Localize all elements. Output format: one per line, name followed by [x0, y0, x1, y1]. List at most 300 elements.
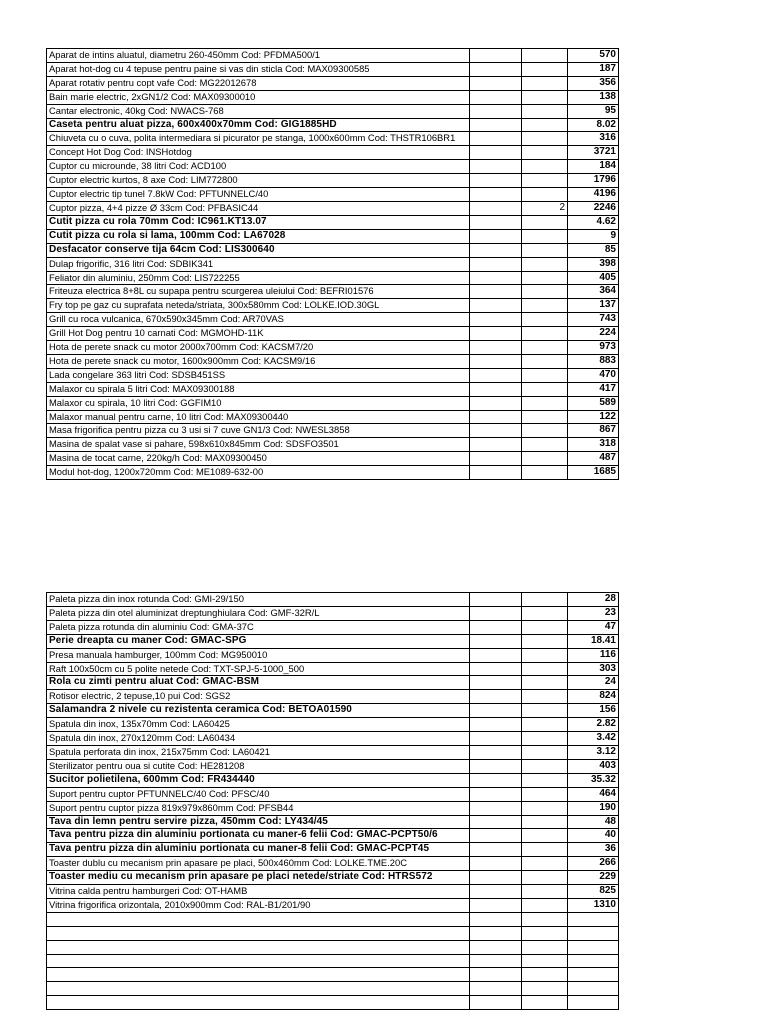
- price-cell: 47: [568, 620, 619, 634]
- quantity-cell: [522, 396, 568, 410]
- price-cell: 589: [568, 396, 619, 410]
- table-row: [47, 926, 619, 940]
- empty-cell: [470, 843, 522, 857]
- product-name-cell: Vitrina calda pentru hamburgeri Cod: OT-HAMB: [47, 885, 470, 899]
- table-row: [47, 215, 619, 229]
- product-name-cell: Presa manuala hamburger, 100mm Cod: MG950010: [47, 648, 470, 662]
- product-name-cell: Tava din lemn pentru servire pizza, 450mm Cod: LY434/45: [47, 815, 470, 829]
- product-name-cell: Paleta pizza rotunda din aluminiu Cod: GMA-37C: [47, 620, 470, 634]
- empty-cell: [470, 634, 522, 648]
- empty-cell: [470, 368, 522, 382]
- price-cell: 48: [568, 815, 619, 829]
- table-row: [47, 188, 619, 202]
- quantity-cell: [522, 76, 568, 90]
- empty-cell: [470, 354, 522, 368]
- table-row: [47, 954, 619, 968]
- price-table-bottom: [46, 592, 619, 1010]
- empty-cell: [470, 648, 522, 662]
- product-name-cell: Cutit pizza cu rola si lama, 100mm Cod: LA67028: [47, 229, 470, 243]
- empty-cell: [470, 229, 522, 243]
- quantity-cell: [522, 118, 568, 132]
- table-row: [47, 968, 619, 982]
- quantity-cell: [522, 90, 568, 104]
- quantity-cell: [522, 174, 568, 188]
- price-cell: 187: [568, 62, 619, 76]
- quantity-cell: [522, 898, 568, 912]
- empty-cell: [470, 313, 522, 327]
- price-cell: 266: [568, 857, 619, 871]
- table-row: [47, 996, 619, 1010]
- table-row: [47, 704, 619, 718]
- table-row: [47, 229, 619, 243]
- price-cell: 487: [568, 452, 619, 466]
- product-name-cell: [47, 968, 470, 982]
- empty-cell: [470, 606, 522, 620]
- product-name-cell: Vitrina frigorifica orizontala, 2010x900mm Cod: RAL-B1/201/90: [47, 898, 470, 912]
- product-name-cell: [47, 996, 470, 1010]
- empty-cell: [470, 299, 522, 313]
- quantity-cell: [522, 968, 568, 982]
- price-cell: 40: [568, 829, 619, 843]
- price-cell: 3.42: [568, 732, 619, 746]
- quantity-cell: [522, 160, 568, 174]
- quantity-cell: [522, 801, 568, 815]
- quantity-cell: [522, 229, 568, 243]
- empty-cell: [470, 396, 522, 410]
- empty-cell: [470, 676, 522, 690]
- price-cell: 883: [568, 354, 619, 368]
- price-cell: 1796: [568, 174, 619, 188]
- price-cell: 470: [568, 368, 619, 382]
- price-cell: 190: [568, 801, 619, 815]
- product-name-cell: Spatula perforata din inox, 215x75mm Cod: LA60421: [47, 745, 470, 759]
- empty-cell: [470, 452, 522, 466]
- product-name-cell: Perie dreapta cu maner Cod: GMAC-SPG: [47, 634, 470, 648]
- empty-cell: [470, 243, 522, 257]
- quantity-cell: [522, 704, 568, 718]
- quantity-cell: [522, 690, 568, 704]
- price-cell: 1310: [568, 898, 619, 912]
- table-row: [47, 620, 619, 634]
- product-name-cell: Desfacator conserve tija 64cm Cod: LIS300640: [47, 243, 470, 257]
- price-cell: 184: [568, 160, 619, 174]
- table-row: [47, 718, 619, 732]
- product-name-cell: Toaster mediu cu mecanism prin apasare pe placi netede/striate Cod: HTRS572: [47, 871, 470, 885]
- quantity-cell: [522, 982, 568, 996]
- price-cell: 356: [568, 76, 619, 90]
- table-row: [47, 843, 619, 857]
- product-name-cell: Cuptor electric tip tunel 7.8kW Cod: PFTUNNELC/40: [47, 188, 470, 202]
- empty-cell: [470, 49, 522, 63]
- price-cell: 138: [568, 90, 619, 104]
- price-cell: [568, 926, 619, 940]
- quantity-cell: [522, 382, 568, 396]
- product-name-cell: Malaxor cu spirala, 10 litri Cod: GGFIM10: [47, 396, 470, 410]
- table-row: [47, 982, 619, 996]
- price-cell: 3721: [568, 146, 619, 160]
- product-name-cell: Masa frigorifica pentru pizza cu 3 usi si 7 cuve GN1/3 Cod: NWESL3858: [47, 424, 470, 438]
- empty-cell: [470, 718, 522, 732]
- quantity-cell: [522, 759, 568, 773]
- table-row: [47, 424, 619, 438]
- product-name-cell: Aparat rotativ pentru copt vafe Cod: MG22012678: [47, 76, 470, 90]
- product-name-cell: [47, 982, 470, 996]
- price-cell: 464: [568, 787, 619, 801]
- product-name-cell: [47, 940, 470, 954]
- quantity-cell: [522, 215, 568, 229]
- product-name-cell: Tava pentru pizza din aluminiu portionata cu maner-8 felii Cod: GMAC-PCPT45: [47, 843, 470, 857]
- table-row: [47, 396, 619, 410]
- price-cell: [568, 982, 619, 996]
- empty-cell: [470, 90, 522, 104]
- quantity-cell: [522, 912, 568, 926]
- product-name-cell: Fry top pe gaz cu suprafata neteda/striata, 300x580mm Cod: LOLKE.IOD.30GL: [47, 299, 470, 313]
- product-name-cell: Aparat hot-dog cu 4 tepuse pentru paine si vas din sticla Cod: MAX09300585: [47, 62, 470, 76]
- price-cell: 743: [568, 313, 619, 327]
- quantity-cell: [522, 732, 568, 746]
- product-name-cell: Concept Hot Dog Cod: INSHotdog: [47, 146, 470, 160]
- empty-cell: [470, 787, 522, 801]
- empty-cell: [470, 257, 522, 271]
- quantity-cell: [522, 257, 568, 271]
- table-row: [47, 368, 619, 382]
- table-row: [47, 104, 619, 118]
- empty-cell: [470, 341, 522, 355]
- table-row: [47, 759, 619, 773]
- table-row: [47, 606, 619, 620]
- quantity-cell: 2: [522, 201, 568, 215]
- empty-cell: [470, 745, 522, 759]
- price-table-top-body: [47, 49, 619, 480]
- product-name-cell: Cantar electronic, 40kg Cod: NWACS-768: [47, 104, 470, 118]
- price-cell: 2.82: [568, 718, 619, 732]
- quantity-cell: [522, 606, 568, 620]
- empty-cell: [470, 662, 522, 676]
- price-cell: [568, 996, 619, 1010]
- price-cell: 825: [568, 885, 619, 899]
- table-row: [47, 885, 619, 899]
- table-row: [47, 912, 619, 926]
- product-name-cell: Sucitor polietilena, 600mm Cod: FR434440: [47, 773, 470, 787]
- product-name-cell: Grill Hot Dog pentru 10 carnati Cod: MGMOHD-11K: [47, 327, 470, 341]
- empty-cell: [470, 912, 522, 926]
- product-name-cell: Masina de tocat carne, 220kg/h Cod: MAX09300450: [47, 452, 470, 466]
- table-row: [47, 160, 619, 174]
- price-cell: 2246: [568, 201, 619, 215]
- product-name-cell: Paleta pizza din inox rotunda Cod: GMI-29/150: [47, 593, 470, 607]
- product-name-cell: Suport pentru cuptor pizza 819x979x860mm Cod: PFSB44: [47, 801, 470, 815]
- product-name-cell: Dulap frigorific, 316 litri Cod: SDBIK341: [47, 257, 470, 271]
- quantity-cell: [522, 452, 568, 466]
- price-cell: 1685: [568, 466, 619, 480]
- quantity-cell: [522, 410, 568, 424]
- empty-cell: [470, 438, 522, 452]
- price-cell: [568, 968, 619, 982]
- quantity-cell: [522, 857, 568, 871]
- table-row: [47, 313, 619, 327]
- empty-cell: [470, 327, 522, 341]
- price-cell: 824: [568, 690, 619, 704]
- table-row: [47, 871, 619, 885]
- product-name-cell: Bain marie electric, 2xGN1/2 Cod: MAX09300010: [47, 90, 470, 104]
- price-cell: 318: [568, 438, 619, 452]
- product-name-cell: Feliator din aluminiu, 250mm Cod: LIS722255: [47, 271, 470, 285]
- empty-cell: [470, 829, 522, 843]
- empty-cell: [470, 466, 522, 480]
- quantity-cell: [522, 354, 568, 368]
- product-name-cell: Salamandra 2 nivele cu rezistenta ceramica Cod: BETOA01590: [47, 704, 470, 718]
- quantity-cell: [522, 285, 568, 299]
- table-row: [47, 452, 619, 466]
- quantity-cell: [522, 773, 568, 787]
- empty-cell: [470, 857, 522, 871]
- quantity-cell: [522, 885, 568, 899]
- table-row: [47, 634, 619, 648]
- quantity-cell: [522, 940, 568, 954]
- table-row: [47, 49, 619, 63]
- product-name-cell: Aparat de intins aluatul, diametru 260-450mm Cod: PFDMA500/1: [47, 49, 470, 63]
- empty-cell: [470, 160, 522, 174]
- table-row: [47, 690, 619, 704]
- quantity-cell: [522, 271, 568, 285]
- price-cell: 116: [568, 648, 619, 662]
- price-cell: 403: [568, 759, 619, 773]
- empty-cell: [470, 382, 522, 396]
- empty-cell: [470, 215, 522, 229]
- product-name-cell: Cuptor electric kurtos, 8 axe Cod: LIM772800: [47, 174, 470, 188]
- quantity-cell: [522, 243, 568, 257]
- price-cell: [568, 954, 619, 968]
- price-table-top: [46, 48, 619, 480]
- product-name-cell: [47, 954, 470, 968]
- table-row: [47, 62, 619, 76]
- product-name-cell: Spatula din inox, 135x70mm Cod: LA60425: [47, 718, 470, 732]
- product-name-cell: Cutit pizza cu rola 70mm Cod: IC961.KT13.07: [47, 215, 470, 229]
- table-row: [47, 174, 619, 188]
- quantity-cell: [522, 466, 568, 480]
- quantity-cell: [522, 620, 568, 634]
- quantity-cell: [522, 871, 568, 885]
- product-name-cell: [47, 926, 470, 940]
- quantity-cell: [522, 132, 568, 146]
- price-cell: 36: [568, 843, 619, 857]
- quantity-cell: [522, 634, 568, 648]
- empty-cell: [470, 271, 522, 285]
- product-name-cell: Cuptor pizza, 4+4 pizze Ø 33cm Cod: PFBASIC44: [47, 201, 470, 215]
- table-row: [47, 898, 619, 912]
- price-cell: 570: [568, 49, 619, 63]
- price-cell: 224: [568, 327, 619, 341]
- quantity-cell: [522, 648, 568, 662]
- table-row: [47, 327, 619, 341]
- price-cell: 28: [568, 593, 619, 607]
- table-row: [47, 857, 619, 871]
- price-cell: 85: [568, 243, 619, 257]
- quantity-cell: [522, 104, 568, 118]
- table-row: [47, 829, 619, 843]
- quantity-cell: [522, 745, 568, 759]
- price-cell: 18.41: [568, 634, 619, 648]
- price-cell: 405: [568, 271, 619, 285]
- quantity-cell: [522, 926, 568, 940]
- quantity-cell: [522, 368, 568, 382]
- product-name-cell: Malaxor cu spirala 5 litri Cod: MAX09300188: [47, 382, 470, 396]
- quantity-cell: [522, 341, 568, 355]
- quantity-cell: [522, 299, 568, 313]
- price-cell: 122: [568, 410, 619, 424]
- price-cell: 973: [568, 341, 619, 355]
- product-name-cell: Hota de perete snack cu motor 2000x700mm Cod: KACSM7/20: [47, 341, 470, 355]
- quantity-cell: [522, 787, 568, 801]
- empty-cell: [470, 410, 522, 424]
- table-row: [47, 410, 619, 424]
- table-row: [47, 299, 619, 313]
- quantity-cell: [522, 62, 568, 76]
- price-cell: 156: [568, 704, 619, 718]
- price-cell: 8.02: [568, 118, 619, 132]
- empty-cell: [470, 885, 522, 899]
- price-cell: 364: [568, 285, 619, 299]
- quantity-cell: [522, 843, 568, 857]
- empty-cell: [470, 940, 522, 954]
- quantity-cell: [522, 662, 568, 676]
- table-row: [47, 815, 619, 829]
- empty-cell: [470, 201, 522, 215]
- price-cell: 229: [568, 871, 619, 885]
- quantity-cell: [522, 593, 568, 607]
- table-row: [47, 648, 619, 662]
- price-cell: 3.12: [568, 745, 619, 759]
- empty-cell: [470, 188, 522, 202]
- empty-cell: [470, 815, 522, 829]
- table-row: [47, 118, 619, 132]
- empty-cell: [470, 424, 522, 438]
- price-cell: 23: [568, 606, 619, 620]
- product-name-cell: Hota de perete snack cu motor, 1600x900mm Cod: KACSM9/16: [47, 354, 470, 368]
- product-name-cell: Grill cu roca vulcanica, 670x590x345mm Cod: AR70VAS: [47, 313, 470, 327]
- price-cell: 4196: [568, 188, 619, 202]
- product-name-cell: Friteuza electrica 8+8L cu supapa pentru scurgerea uleiului Cod: BEFRI01576: [47, 285, 470, 299]
- price-cell: 24: [568, 676, 619, 690]
- empty-cell: [470, 982, 522, 996]
- product-name-cell: Spatula din inox, 270x120mm Cod: LA60434: [47, 732, 470, 746]
- quantity-cell: [522, 718, 568, 732]
- empty-cell: [470, 996, 522, 1010]
- table-row: [47, 271, 619, 285]
- product-name-cell: Malaxor manual pentru carne, 10 litri Cod: MAX09300440: [47, 410, 470, 424]
- table-row: [47, 257, 619, 271]
- product-name-cell: Chiuveta cu o cuva, polita intermediara si picurator pe stanga, 1000x600mm Cod: THSTR106BR1: [47, 132, 470, 146]
- empty-cell: [470, 690, 522, 704]
- empty-cell: [470, 732, 522, 746]
- table-row: [47, 146, 619, 160]
- product-name-cell: Sterilizator pentru oua si cutite Cod: HE281208: [47, 759, 470, 773]
- price-cell: 398: [568, 257, 619, 271]
- price-cell: 137: [568, 299, 619, 313]
- empty-cell: [470, 871, 522, 885]
- empty-cell: [470, 146, 522, 160]
- product-name-cell: Lada congelare 363 litri Cod: SDSB451SS: [47, 368, 470, 382]
- product-name-cell: Toaster dublu cu mecanism prin apasare pe placi, 500x460mm Cod: LOLKE.TME.20C: [47, 857, 470, 871]
- product-name-cell: Suport pentru cuptor PFTUNNELC/40 Cod: PFSC/40: [47, 787, 470, 801]
- empty-cell: [470, 104, 522, 118]
- empty-cell: [470, 898, 522, 912]
- product-name-cell: [47, 912, 470, 926]
- quantity-cell: [522, 188, 568, 202]
- empty-cell: [470, 62, 522, 76]
- table-row: [47, 243, 619, 257]
- empty-cell: [470, 773, 522, 787]
- quantity-cell: [522, 313, 568, 327]
- price-cell: [568, 940, 619, 954]
- table-row: [47, 341, 619, 355]
- table-row: [47, 787, 619, 801]
- table-row: [47, 354, 619, 368]
- quantity-cell: [522, 829, 568, 843]
- empty-cell: [470, 593, 522, 607]
- price-cell: 417: [568, 382, 619, 396]
- product-name-cell: Raft 100x50cm cu 5 polite netede Cod: TXT-SPJ-5-1000_500: [47, 662, 470, 676]
- empty-cell: [470, 620, 522, 634]
- table-row: [47, 382, 619, 396]
- table-row: [47, 90, 619, 104]
- quantity-cell: [522, 676, 568, 690]
- table-row: [47, 732, 619, 746]
- empty-cell: [470, 704, 522, 718]
- table-row: [47, 76, 619, 90]
- table-row: [47, 438, 619, 452]
- empty-cell: [470, 759, 522, 773]
- empty-cell: [470, 801, 522, 815]
- table-row: [47, 940, 619, 954]
- table-row: [47, 801, 619, 815]
- quantity-cell: [522, 954, 568, 968]
- product-name-cell: Paleta pizza din otel aluminizat dreptunghiulara Cod: GMF-32R/L: [47, 606, 470, 620]
- quantity-cell: [522, 996, 568, 1010]
- product-name-cell: Caseta pentru aluat pizza, 600x400x70mm Cod: GIG1885HD: [47, 118, 470, 132]
- quantity-cell: [522, 815, 568, 829]
- product-name-cell: Cuptor cu microunde, 38 litri Cod: ACD100: [47, 160, 470, 174]
- table-row: [47, 676, 619, 690]
- table-row: [47, 662, 619, 676]
- quantity-cell: [522, 438, 568, 452]
- table-row: [47, 285, 619, 299]
- empty-cell: [470, 174, 522, 188]
- product-name-cell: Masina de spalat vase si pahare, 598x610x845mm Cod: SDSFO3501: [47, 438, 470, 452]
- table-row: [47, 773, 619, 787]
- empty-cell: [470, 968, 522, 982]
- empty-cell: [470, 926, 522, 940]
- table-row: [47, 132, 619, 146]
- price-table-bottom-body: [47, 593, 619, 1010]
- quantity-cell: [522, 327, 568, 341]
- price-cell: 9: [568, 229, 619, 243]
- table-row: [47, 745, 619, 759]
- product-name-cell: Rola cu zimti pentru aluat Cod: GMAC-BSM: [47, 676, 470, 690]
- table-row: [47, 201, 619, 215]
- product-name-cell: Rotisor electric, 2 tepuse,10 pui Cod: SGS2: [47, 690, 470, 704]
- empty-cell: [470, 954, 522, 968]
- product-name-cell: Modul hot-dog, 1200x720mm Cod: ME1089-632-00: [47, 466, 470, 480]
- empty-cell: [470, 132, 522, 146]
- price-cell: 303: [568, 662, 619, 676]
- price-cell: 316: [568, 132, 619, 146]
- price-cell: 95: [568, 104, 619, 118]
- price-cell: 35.32: [568, 773, 619, 787]
- empty-cell: [470, 285, 522, 299]
- quantity-cell: [522, 424, 568, 438]
- empty-cell: [470, 118, 522, 132]
